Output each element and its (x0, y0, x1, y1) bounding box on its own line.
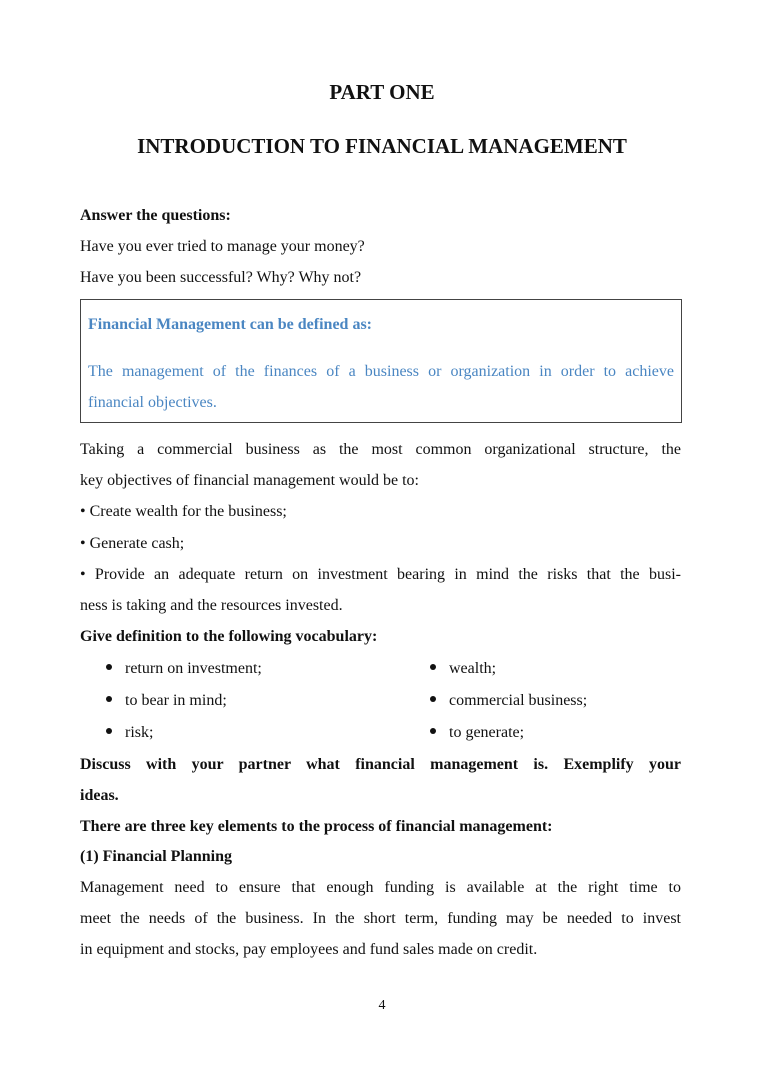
section-text-line-2: meet the needs of the business. In the short term, funding may be needed to invest (80, 910, 681, 927)
vocabulary-heading: Give definition to the following vocabulary: (80, 628, 378, 645)
vocab-item: to bear in mind; (106, 692, 227, 710)
section-text-line-1: Management need to ensure that enough funding is available at the right time to (80, 879, 681, 896)
objective-return-line-1: • Provide an adequate return on investment bearing in mind the risks that the busi- (80, 566, 681, 583)
discuss-line-1: Discuss with your partner what financial management is. Exemplify your (80, 756, 681, 773)
page-number: 4 (378, 998, 386, 1013)
bullet-icon (430, 696, 436, 702)
vocab-item: risk; (106, 724, 153, 742)
definition-text-line-1: The management of the finances of a business or organization in order to achieve (88, 363, 674, 380)
vocab-item: to generate; (430, 724, 524, 742)
bullet-icon (430, 664, 436, 670)
bullet-icon (106, 664, 112, 670)
question-2: Have you been successful? Why? Why not? (80, 269, 362, 286)
chapter-title: INTRODUCTION TO FINANCIAL MANAGEMENT (137, 134, 627, 158)
definition-heading: Financial Management can be defined as: (88, 316, 372, 333)
vocab-item: wealth; (430, 660, 496, 678)
bullet-icon (106, 696, 112, 702)
objective-return-line-2: ness is taking and the resources invested. (80, 597, 343, 614)
vocab-item: commercial business; (430, 692, 587, 710)
bullet-icon (430, 728, 436, 734)
discuss-line-2: ideas. (80, 787, 119, 804)
intro-line-2: key objectives of financial management would be to: (80, 472, 419, 489)
question-1: Have you ever tried to manage your money? (80, 238, 365, 255)
definition-text-line-2: financial objectives. (88, 394, 217, 411)
bullet-icon (106, 728, 112, 734)
vocab-item: return on investment; (106, 660, 262, 678)
questions-heading: Answer the questions: (80, 207, 231, 224)
objective-cash: • Generate cash; (80, 535, 185, 552)
intro-line-1: Taking a commercial business as the most common organizational structure, the (80, 441, 681, 458)
objective-wealth: • Create wealth for the business; (80, 503, 287, 520)
key-elements-heading: There are three key elements to the process of financial management: (80, 818, 553, 835)
section-heading-financial-planning: (1) Financial Planning (80, 848, 233, 865)
part-title: PART ONE (329, 80, 435, 104)
section-text-line-3: in equipment and stocks, pay employees and fund sales made on credit. (80, 941, 538, 958)
definition-box (80, 299, 682, 423)
